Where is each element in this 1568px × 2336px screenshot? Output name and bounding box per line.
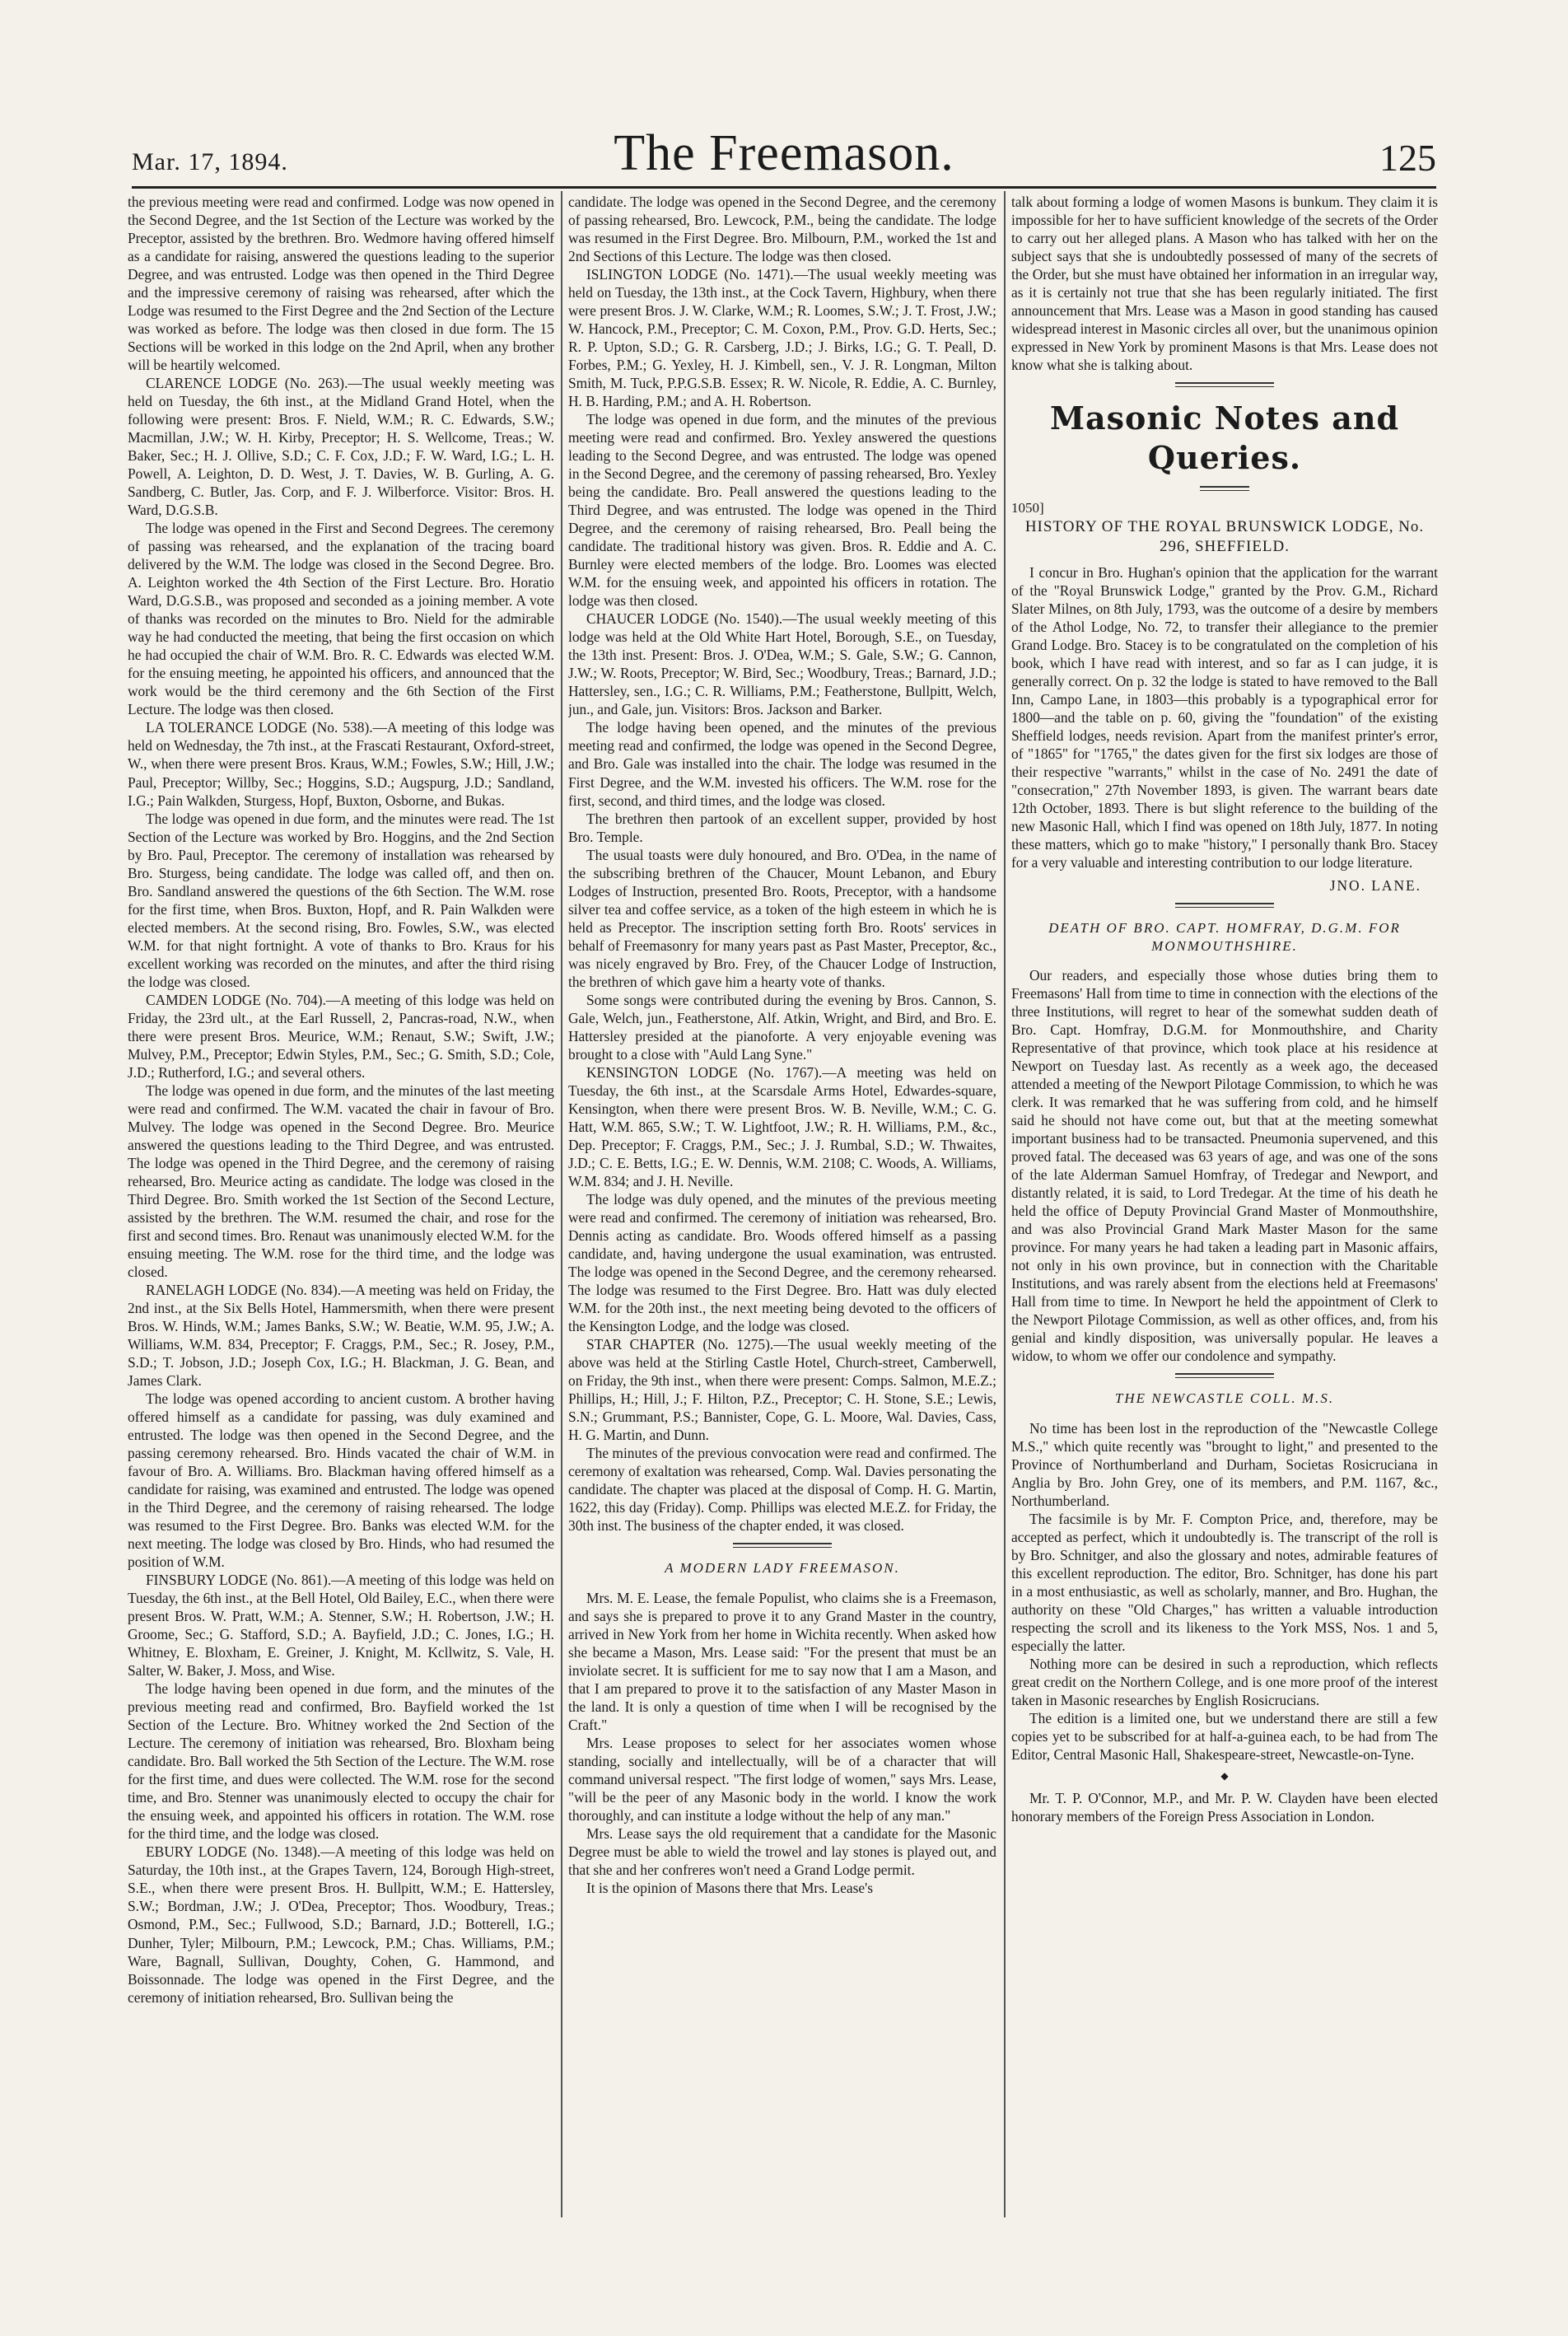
- chapter-report-star: STAR CHAPTER (No. 1275).—The usual weekly meeting of the above was held at the Stirling Castle Hotel, Church-street, Camberwell, on Friday, the 9th inst., when there were present: Comps. Salmon, M.E.Z.; Phillips, H.; Hill, J.; F. Hilton, P.Z., Preceptor; C. H. Stone, S.E.; Lewis, S.N.; Grummant, P.S.; Bannister, Cope, G. L. Moore, Wal. Davies, Cass, H. G. Martin, and Dunn.: [568, 1335, 996, 1444]
- paragraph: The minutes of the previous convocation were read and confirmed. The ceremony of exaltation was rehearsed, Comp. Wal. Davies personating the candidate. The chapter was placed at the disposal of Comp. H. G. Martin, 1622, this day (Friday). Comp. Phillips was elected M.E.Z. for Friday, the 30th inst. The business of the chapter ended, it was closed.: [568, 1445, 996, 1535]
- lodge-report-kensington: KENSINGTON LODGE (No. 1767).—A meeting was held on Tuesday, the 6th inst., at the Scarsdale Arms Hotel, Edwardes-square, Kensington, when there were present Bros. W. B. Neville, W.M.; C. G. Hatt, W.M. 865, S.W.; T. W. Lightfoot, J.W.; R. H. Williams, P.M., &c., Dep. Preceptor; F. Craggs, P.M., Sec.; J. J. Rumbal, S.D.; W. Thwaites, J.D.; C. E. Betts, I.G.; E. W. Dennis, W.M. 2108; C. Woods, A. Williams, W.M. 834; and J. H. Neville.: [568, 1063, 996, 1189]
- section-rule: [1175, 903, 1274, 908]
- paragraph: The lodge was duly opened, and the minutes of the previous meeting were read and confirmed. The ceremony of initiation was rehearsed, Bro. Dennis acting as candidate. Bro. Woods offered himself as a passing candidate, and, having undergone the usual examination, was entrusted. The lodge was opened in the Second Degree, and the ceremony rehearsed. The lodge was resumed to the First Degree. Bro. Hatt was duly elected W.M. for the 20th inst., the next meeting being devoted to the officers of the Kensington Lodge, and the lodge was closed.: [568, 1190, 996, 1334]
- paragraph: The lodge having been opened in due form, and the minutes of the previous meeting read and confirmed, Bro. Bayfield worked the 1st Section of the Lecture. Bro. Whitney worked the 2nd Section of the Lecture. The ceremony of initiation was rehearsed, Bro. Bloxham being candidate. Bro. Ball worked the 5th Section of the Lecture. The W.M. rose for the first time, and dues were collected. The W.M. rose for the second time, and Bro. Stenner was unanimously elected to occupy the chair for the ensuing week, and appointed his officers in rotation. The W.M. rose for the third time, and the lodge was closed.: [128, 1680, 554, 1843]
- paragraph: The lodge was opened according to ancient custom. A brother having offered himself as a candidate for passing, was duly examined and entrusted. The lodge was then opened in the Second Degree, and the passing ceremony rehearsed. Bro. Hinds vacated the chair of W.M. in favour of Bro. A. Williams. Bro. Blackman having offered himself as a candidate for raising, was examined and entrusted. The lodge was opened in the Third Degree, and the ceremony of raising rehearsed. The lodge was resumed to the First Degree. Bro. Banks was elected W.M. for the next meeting. The lodge was closed by Bro. Hinds, who had resumed the position of W.M.: [128, 1390, 554, 1571]
- column-divider: [1004, 191, 1006, 2217]
- article-heading-death-homfray: DEATH OF BRO. CAPT. HOMFRAY, D.G.M. FOR MONMOUTHSHIRE.: [1048, 920, 1401, 954]
- paragraph: The edition is a limited one, but we understand there are still a few copies yet to be subscribed for at half-a-guinea each, to be had from The Editor, Central Masonic Hall, Shakespeare-street, Newcastle-on-Tyne.: [1011, 1710, 1438, 1764]
- paragraph: Our readers, and especially those whose duties bring them to Freemasons' Hall from time to time in connection with the elections of the three Institutions, will regret to hear of the somewhat sudden death of Bro. Capt. Homfray, D.G.M. for Monmouthshire, and Charity Representative of that province, which took place at his residence at Newport on Tuesday last. As recently as a week ago, the deceased attended a meeting of the Newport Pilotage Commission, to which he was clerk. It was remarked that he was suffering from cold, and he himself said he should not have come out, but that at the meeting somewhat important business had to be transacted. Pneumonia supervened, and this proved fatal. The deceased was 63 years of age, and was one of the sons of the late Alderman Samuel Homfray, of Tredegar and Newport, and distantly related, it is said, to Lord Tredegar. At the time of his death he held the office of Deputy Provincial Grand Master of Monmouthshire, and was also Provincial Grand Mark Master Mason for the same province. For many years he had taken a leading part in Masonic affairs, not only in his own province, but in connection with the Charitable Institutions, and was rarely absent from the elections held at Freemasons' Hall from time to time. In Newport he held the appointment of Clerk to the Newport Pilotage Commission, as well as other offices, and, from his genial and kindly disposition, was universally popular. He leaves a widow, to whom we offer our condolence and sympathy.: [1011, 967, 1438, 1365]
- article-heading-lady-freemason: A MODERN LADY FREEMASON.: [665, 1560, 900, 1577]
- diamond-ornament: ◆: [1220, 1770, 1229, 1782]
- paragraph: Mrs. M. E. Lease, the female Populist, who claims she is a Freemason, and says she is prepared to prove it to any Grand Master in the country, arrived in New York from her home in Wichita recently. When asked how she became a Mason, Mrs. Lease said: "For the present that must be an inviolate secret. It is sufficient for me to say now that I am a Mason, and that I am prepared to prove it to the satisfaction of any Master Mason in the land. It is only a question of time when I will be recognised by the Craft.": [568, 1589, 996, 1733]
- column-1: [128, 193, 554, 2227]
- paragraph: It is the opinion of Masons there that Mrs. Lease's: [586, 1879, 873, 1896]
- paragraph: the previous meeting were read and confirmed. Lodge was now opened in the Second Degree, and the 1st Section of the Lecture was worked by the Preceptor, assisted by the brethren. Bro. Wedmore having offered himself as a candidate for raising, answered the questions leading to the superior Degree, and was entrusted. Lodge was then opened in the Third Degree and the impressive ceremony of raising was rehearsed, after which the Lodge was resumed to the First Degree and the 2nd Section of the Lecture was worked as before. The lodge was then closed in due form. The 15 Sections will be worked in this lodge on the 2nd April, when any brother will be heartily welcomed.: [128, 194, 554, 374]
- page-number: 125: [1379, 137, 1436, 179]
- lodge-report-la-tolerance: LA TOLERANCE LODGE (No. 538).—A meeting of this lodge was held on Wednesday, the 7th inst., at the Frascati Restaurant, Oxford-street, W., when there were present Bros. Kraus, W.M.; Fowles, S.W.; Hill, J.W.; Paul, Preceptor; Willby, Sec.; Hoggins, S.D.; Augspurg, J.D.; Sandland, I.G.; Pain Walkden, Sturgess, Hopf, Buxton, Osborne, and Bukas.: [128, 719, 554, 809]
- issue-date: Mar. 17, 1894.: [132, 148, 288, 175]
- section-heading-notes-queries: Masonic Notes and Queries.: [1049, 399, 1400, 477]
- lodge-report-ranelagh: RANELAGH LODGE (No. 834).—A meeting was held on Friday, the 2nd inst., at the Six Bells Hotel, Hammersmith, when there were present Bros. W. Hinds, W.M.; James Banks, S.W.; W. Beatie, W.M. 95, J.W.; A. Williams, W.M. 834, Preceptor; F. Craggs, P.M., Sec.; R. Josey, P.M., S.D.; T. Jobson, J.D.; Joseph Cox, I.G.; H. Blackman, J. G. Bean, and James Clark.: [128, 1281, 554, 1390]
- section-rule: [733, 1543, 832, 1548]
- paragraph: The lodge was opened in the First and Second Degrees. The ceremony of passing was rehearsed, and the explanation of the tracing board delivered by the W.M. The lodge was closed in the Second Degree. Bro. A. Leighton worked the 4th Section of the First Lecture. Bro. Horatio Ward, D.G.S.B., was proposed and seconded as a joining member. A vote of thanks was recorded on the minutes to Bro. Nield for the admirable way he had conducted the meeting, that being the first occasion on which he had occupied the chair of W.M. Bro. R. C. Edwards was elected W.M. for the ensuing meeting, he appointed his officers, and announced that the work would be the third ceremony and the 6th Section of the First Lecture. The lodge was then closed.: [128, 520, 554, 718]
- paragraph: Mr. T. P. O'Connor, M.P., and Mr. P. W. Clayden have been elected honorary members of the Foreign Press Association in London.: [1011, 1790, 1438, 1825]
- paragraph: The lodge was opened in due form, and the minutes of the previous meeting were read and confirmed. Bro. Yexley answered the questions leading to the Second Degree, and was entrusted. The lodge was opened in the Second Degree, and the ceremony of passing rehearsed, Bro. Yexley being the candidate. Bro. Peall answered the questions leading to the Third Degree, and was entrusted. The lodge was opened in the Third Degree, and the ceremony of raising rehearsed, Bro. Peall being the candidate. The traditional history was given. Bros. R. Eddie and A. C. Burnley were elected members of the lodge. Bro. Loomes was elected W.M. for the ensuing week, and appointed his officers in rotation. The lodge was then closed.: [568, 411, 996, 610]
- section-rule: [1175, 1373, 1274, 1378]
- paragraph: The usual toasts were duly honoured, and Bro. O'Dea, in the name of the subscribing brethren of the Chaucer, Mount Lebanon, and Ebury Lodges of Instruction, presented Bro. Roots, Preceptor, with a handsome silver tea and coffee service, as a token of the high esteem in which he is held as Preceptor. The inscription setting forth Bro. Roots' services in behalf of Freemasonry for many years past as Past Master, Preceptor, &c., was nicely engraved by Bro. Frey, of the Chaucer Lodge of Instruction, the brethren of which gave him a hearty vote of thanks.: [568, 846, 996, 990]
- article-heading-royal-brunswick: HISTORY OF THE ROYAL BRUNSWICK LODGE, No. 296, SHEFFIELD.: [1024, 517, 1425, 555]
- column-3: [1011, 193, 1438, 2227]
- paragraph: Nothing more can be desired in such a reproduction, which reflects great credit on the Northern College, and is one more proof of the interest taken in Masonic researches by English Rosicrucians.: [1011, 1656, 1438, 1709]
- article-heading-newcastle: THE NEWCASTLE COLL. M.S.: [1114, 1390, 1335, 1407]
- lodge-report-ebury: EBURY LODGE (No. 1348).—A meeting of this lodge was held on Saturday, the 10th inst., at the Grapes Tavern, 124, Borough High-street, S.E., when there were present Bros. H. Bullpitt, W.M.; E. Hattersley, S.W.; Bordman, J.W.; J. O'Dea, Preceptor; Thos. Woodbury, Treas.; Osmond, P.M., Sec.; Fullwood, S.D.; Barnard, J.D.; Botterell, I.G.; Dunher, Tyler; Milbourn, P.M.; Lewcock, P.M.; Chas. Williams, P.M.; Ware, Bagnall, Sullivan, Doughty, Cohen, G. Hammond, and Boissonnade. The lodge was opened in the First Degree, and the ceremony of initiation rehearsed, Bro. Sullivan being the: [128, 1843, 554, 2006]
- paragraph: The lodge was opened in due form, and the minutes of the last meeting were read and confirmed. The W.M. vacated the chair in favour of Bro. Mulvey. The lodge was opened in the Second Degree. Bro. Meurice answered the questions leading to the Third Degree, and was entrusted. The lodge was opened in the Third Degree, and the ceremony of raising rehearsed, Bro. Meurice acting as candidate. The lodge was closed in the Third Degree. Bro. Smith worked the 1st Section of the Second Lecture, assisted by the brethren. The W.M. resumed the chair, and rose for the first and second times. Bro. Renaut was unanimously elected W.M. for the ensuing meeting. The W.M. rose for the third time, and the lodge was closed.: [128, 1082, 554, 1280]
- query-reference: 1050]: [1011, 500, 1044, 516]
- lodge-report-islington: ISLINGTON LODGE (No. 1471).—The usual weekly meeting was held on Tuesday, the 13th inst., at the Cock Tavern, Highbury, when there were present Bros. J. W. Clarke, W.M.; R. Loomes, S.W.; J. T. Frost, J.W.; W. Hancock, P.M., Preceptor; C. M. Coxon, P.M., Prov. G.D. Herts, Sec.; R. P. Upton, S.D.; G. R. Carsberg, J.D.; J. Birks, I.G.; G. T. Peall, D. Forbes, P.M.; G. Yexley, H. J. Kimbell, sen., V. J. R. Longman, Milton Smith, M. Tuck, P.P.G.S.B. Essex; R. W. Nicole, R. Eddie, A. C. Burnley, H. B. Harding, P.M.; and A. H. Robertson.: [568, 266, 996, 410]
- author-signature: JNO. LANE.: [1329, 877, 1421, 895]
- lodge-report-finsbury: FINSBURY LODGE (No. 861).—A meeting of this lodge was held on Tuesday, the 6th inst., at the Bell Hotel, Old Bailey, E.C., when there were present Bros. W. Pratt, W.M.; A. Stenner, S.W.; H. Robertson, J.W.; H. Groome, Sec.; G. Stafford, S.D.; A. Bayfield, J.D.; C. Jones, I.G.; H. Whitney, E. Bloxham, E. Greiner, J. Knight, M. Kcllwitz, S. Vale, H. Salter, W. Baker, J. Moss, and Wise.: [128, 1572, 554, 1680]
- section-rule: [1175, 382, 1274, 387]
- paragraph: The facsimile is by Mr. F. Compton Price, and, therefore, may be accepted as perfect, which it undoubtedly is. The transcript of the roll is by Bro. Schnitger, and also the glossary and notes, admirable features of this excellent reproduction. The editor, Bro. Schnitger, has done his part in a most enthusiastic, as well as scholarly, manner, and Bro. Hughan, the authority on these "Old Charges," has written a valuable introduction respecting the scroll and its likeness to the York MSS, Nos. 1 and 5, especially the latter.: [1011, 1511, 1438, 1655]
- section-rule: [1200, 486, 1249, 491]
- paragraph: candidate. The lodge was opened in the Second Degree, and the ceremony of passing rehearsed, Bro. Lewcock, P.M., being the candidate. The lodge was resumed in the First Degree. Bro. Milbourn, P.M., worked the 1st and 2nd Sections of this Lecture. The lodge was then closed.: [568, 194, 996, 265]
- paragraph: I concur in Bro. Hughan's opinion that the application for the warrant of the "Royal Brunswick Lodge," granted by the Prov. G.M., Richard Slater Milnes, on 8th July, 1793, was the outcome of a desire by members of the Athol Lodge, No. 72, to transfer their allegiance to the premier Grand Lodge. Bro. Stacey is to be congratulated on the completion of his book, which I have read with interest, and so far as I can judge, it is generally correct. On p. 32 the lodge is stated to have removed to the Ball Inn, Campo Lane, in 1803—this probably is a typographical error for 1800—and the table on p. 60, giving the "foundation" of the existing Sheffield lodges, needs revision. Apart from the manifest printer's error, of "1865" for "1765," the dates given for the first six lodges are those of their respective "warrants," whilst in the case of No. 2491 the date of "consecration," 27th November 1893, is given. The warrant bears date 12th October, 1893. There is but slight reference to the building of the new Masonic Hall, which I find was opened on 18th July, 1877. In noting these matters, which go to make "history," I personally thank Bro. Stacey for a very valuable and interesting contribution to our lodge literature.: [1011, 563, 1438, 871]
- lodge-report-chaucer: CHAUCER LODGE (No. 1540).—The usual weekly meeting of this lodge was held at the Old White Hart Hotel, Borough, S.E., on Tuesday, the 13th inst. Present: Bros. J. O'Dea, W.M.; S. Gale, S.W.; G. Cannon, J.W.; W. Roots, Preceptor; W. Bird, Sec.; Woodbury, Treas.; Barnard, J.D.; Hattersley, sen., I.G.; C. R. Williams, P.M.; Featherstone, Bullpitt, Welch, jun., and Gale, jun. Visitors: Bros. Jackson and Barker.: [568, 610, 996, 718]
- paragraph: talk about forming a lodge of women Masons is bunkum. They claim it is impossible for her to have sufficient knowledge of the secrets of the Order to carry out her alleged plans. A Mason who has talked with her on the subject says that she is undoubtedly possessed of many of the secrets of the Order, but she must have obtained her information in an irregular way, as it is certainly not true that she has been regularly initiated. The first announcement that Mrs. Lease was a Mason in good standing has caused widespread interest in Masonic circles all over, but the unanimous opinion expressed in New York by prominent Masons is that Mrs. Lease does not know what she is talking about.: [1011, 194, 1438, 374]
- lodge-report-camden: CAMDEN LODGE (No. 704).—A meeting of this lodge was held on Friday, the 23rd ult., at the Earl Russell, 2, Pancras-road, N.W., when there were present Bros. Meurice, W.M.; Renaut, S.W.; Swift, J.W.; Mulvey, P.M., Preceptor; Edwin Styles, P.M., Sec.; G. Smith, S.D.; Cole, J.D.; Rutherford, I.G.; and several others.: [128, 991, 554, 1081]
- column-2: [568, 193, 996, 2227]
- lodge-report-clarence: CLARENCE LODGE (No. 263).—The usual weekly meeting was held on Tuesday, the 6th inst., at the Midland Grand Hotel, when the following were present: Bros. F. Nield, W.M.; R. C. Edwards, S.W.; Macmillan, J.W.; W. H. Kirby, Preceptor; H. S. Wellcome, Treas.; W. Baker, Sec.; H. J. Ollive, S.D.; C. F. Cox, J.D.; F. W. Ward, I.G.; L. H. Powell, A. Leighton, D. D. West, J. T. Davies, W. B. Gurling, A. G. Sandberg, C. Butler, Jas. Corp, and F. J. Wilberforce. Visitor: Bros. H. Ward, D.G.S.B.: [128, 375, 554, 519]
- paragraph: The lodge having been opened, and the minutes of the previous meeting read and confirmed, the lodge was opened in the Second Degree, and Bro. Gale was installed into the chair. The lodge was resumed in the First Degree, and the W.M. invested his officers. The W.M. rose for the first, second, and third times, and the lodge was closed.: [568, 719, 996, 809]
- newspaper-title: The Freemason.: [614, 125, 954, 181]
- masthead-rule: [132, 186, 1436, 189]
- paragraph: Some songs were contributed during the evening by Bros. Cannon, S. Gale, Welch, jun., Featherstone, Alf. Atkin, Wright, and Bird, and Bro. E. Hattersley presided at the pianoforte. A very enjoyable evening was brought to a close with "Auld Lang Syne.": [568, 991, 996, 1063]
- paragraph: Mrs. Lease says the old requirement that a candidate for the Masonic Degree must be able to wield the trowel and lay stones is played out, and that she and her confreres won't need a Grand Lodge permit.: [568, 1824, 996, 1878]
- paragraph: The lodge was opened in due form, and the minutes were read. The 1st Section of the Lecture was worked by Bro. Hoggins, and the 2nd Section by Bro. Paul, Preceptor. The ceremony of installation was rehearsed by Bro. Sturgess, being candidate. The lodge was called off, and then on. Bro. Sandland answered the questions of the 6th Section. The W.M. rose for the first time, when Bros. Buxton, Hopf, and R. Pain Walkden were elected members. At the second rising, Bro. Fowles, S.W., was elected W.M. for that night fortnight. A vote of thanks to Bro. Kraus for his excellent working was recorded on the minutes, and after the third rising the lodge was closed.: [128, 810, 554, 990]
- paragraph: The brethren then partook of an excellent supper, provided by host Bro. Temple.: [568, 810, 996, 845]
- paragraph: No time has been lost in the reproduction of the "Newcastle College M.S.," which quite recently was "brought to light," and presented to the Province of Northumberland and Durham, Societas Rosicruciana in Anglia by Bro. John Grey, one of its members, and P.M. 1167, &c., Northumberland.: [1011, 1419, 1438, 1510]
- masthead: [132, 124, 1436, 183]
- column-divider: [561, 191, 562, 2217]
- paragraph: Mrs. Lease proposes to select for her associates women whose standing, socially and intellectually, will be of a character that will command universal respect. "The first lodge of women," says Mrs. Lease, "will be the peer of any Masonic body in the world. I know the work thoroughly, and can institute a lodge without the help of any man.": [568, 1734, 996, 1824]
